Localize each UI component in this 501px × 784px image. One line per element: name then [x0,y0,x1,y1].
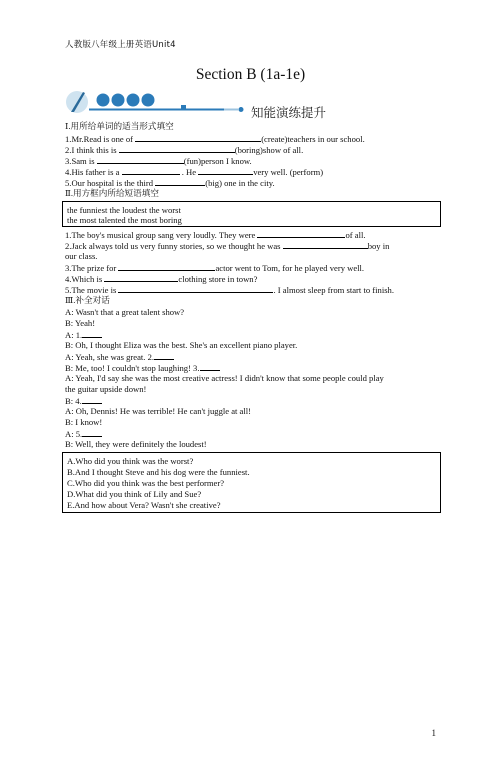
dialogue-line: the guitar upside down! [65,384,147,394]
part1-item-4: 4.His father is a . He very well. (perform) [65,167,324,177]
option-d: D.What did you think of Lily and Sue? [67,489,202,499]
dialogue-line: A: Oh, Dennis! He was terrible! He can't juggle at all! [65,406,252,416]
page-number: 1 [431,728,436,738]
dialogue-line: A: 5. [65,428,102,439]
option-e: E.And how about Vera? Wasn't she creative? [67,500,221,510]
dialogue-line: A: Yeah, I'd say she was the most creative actress! I didn't know that some people could play [65,373,384,383]
page-title: Section B (1a-1e) [195,66,306,83]
dialogue-line: B: Oh, I thought Eliza was the best. She's an excellent piano player. [65,340,298,350]
option-c: C.Who did you think was the best performer? [67,478,225,488]
dialogue-line: A: Yeah, she was great. 2. [65,351,174,362]
options-box [62,452,441,513]
banner-label: 知能演练提升 [251,105,327,120]
option-a: A.Who did you think was the worst? [67,456,194,466]
phrase-box-line-2: the most talented the most boring [67,215,182,225]
part1-item-5: 5.Our hospital is the third (big) one in the city. [65,178,275,188]
part1-heading: Ⅰ.用所给单词的适当形式填空 [65,121,174,131]
part2-item-2-cont: our class. [65,251,98,261]
part1-item-1: 1.Mr.Read is one of (create)teachers in our school. [65,134,365,144]
phrase-box-line-1: the funniest the loudest the worst [67,205,181,215]
part2-item-1: 1.The boy's musical group sang very loudly. They were of all. [65,230,366,240]
option-b: B.And I thought Steve and his dog were the funniest. [67,467,250,477]
dialogue-line: B: 4. [65,395,102,406]
dialogue-line: B: I know! [65,417,103,427]
page-header: 人教版八年级上册英语Unit4 [65,40,176,50]
part1-item-3: 3.Sam is (fun)person I know. [65,156,252,166]
dialogue-line: A: Wasn't that a great talent show? [65,307,185,317]
part1-item-2: 2.I think this is (boring)show of all. [65,145,304,155]
dialogue-line: A: 1. [65,329,102,340]
part2-item-3: 3.The prize for actor went to Tom, for he played very well. [65,263,365,273]
dialogue-line: B: Me, too! I couldn't stop laughing! 3. [65,362,220,373]
part2-item-5: 5.The movie is . I almost sleep from start to finish. [65,285,394,295]
part3-heading: Ⅲ.补全对话 [65,295,110,305]
dialogue-line: B: Yeah! [65,318,96,328]
section-banner-decoration [63,90,383,116]
part2-item-4: 4.Which is clothing store in town? [65,274,258,284]
part2-item-2: 2.Jack always told us very funny stories, so we thought he was boy in [65,241,390,251]
phrase-box [62,201,441,227]
part2-heading: Ⅱ.用方框内所给短语填空 [65,188,159,198]
dialogue-line: B: Well, they were definitely the loudest! [65,439,207,449]
